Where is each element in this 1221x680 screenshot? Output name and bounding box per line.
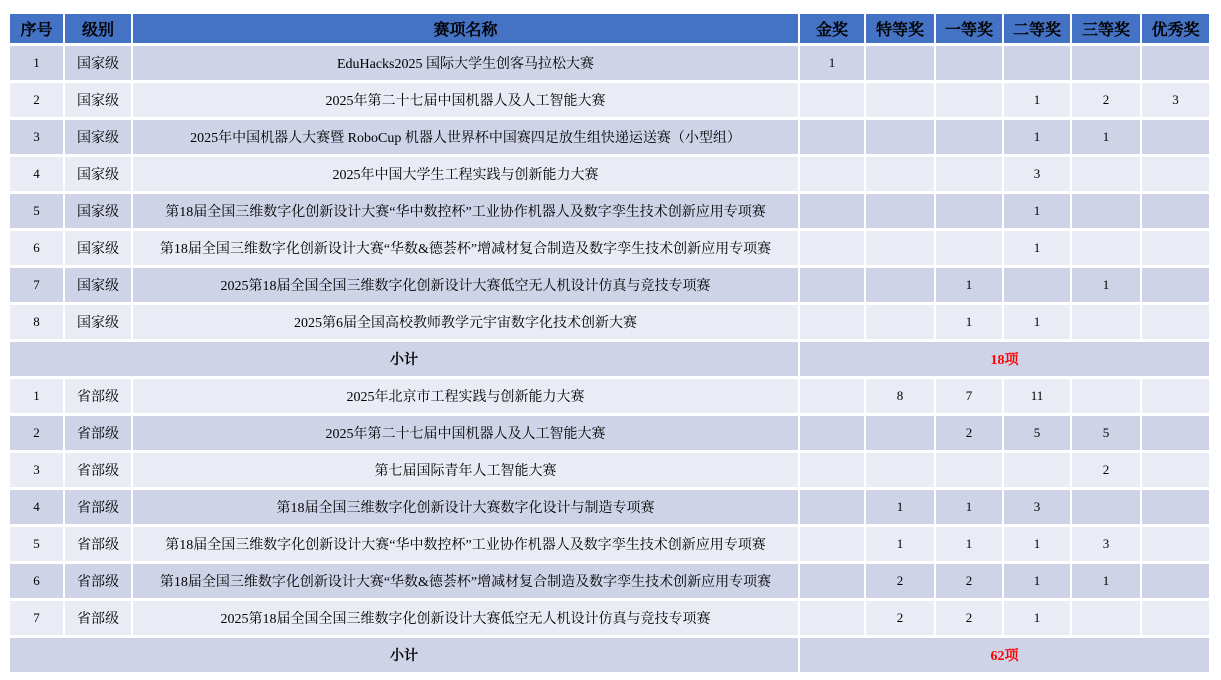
column-header-gold: 金奖 bbox=[800, 14, 864, 43]
cell-award-second: 1 bbox=[1004, 194, 1070, 228]
cell-award-excellence bbox=[1142, 453, 1209, 487]
cell-award-second bbox=[1004, 46, 1070, 80]
cell-award-excellence: 3 bbox=[1142, 83, 1209, 117]
cell-award-first: 1 bbox=[936, 305, 1002, 339]
cell-no: 5 bbox=[10, 527, 63, 561]
table-row bbox=[10, 490, 1209, 524]
table-row bbox=[10, 416, 1209, 450]
cell-award-second: 1 bbox=[1004, 83, 1070, 117]
cell-award-third bbox=[1072, 379, 1140, 413]
column-header-no: 序号 bbox=[10, 14, 63, 43]
cell-no: 6 bbox=[10, 231, 63, 265]
cell-award-grand bbox=[866, 453, 934, 487]
cell-award-first: 7 bbox=[936, 379, 1002, 413]
cell-award-excellence bbox=[1142, 268, 1209, 302]
table-row bbox=[10, 305, 1209, 339]
cell-no: 8 bbox=[10, 305, 63, 339]
table-row bbox=[10, 83, 1209, 117]
cell-no: 2 bbox=[10, 83, 63, 117]
cell-award-gold bbox=[800, 231, 864, 265]
table-row bbox=[10, 379, 1209, 413]
cell-award-second: 3 bbox=[1004, 490, 1070, 524]
cell-award-gold bbox=[800, 194, 864, 228]
cell-level: 国家级 bbox=[65, 83, 131, 117]
subtotal-label: 小计 bbox=[10, 342, 798, 376]
cell-award-third: 2 bbox=[1072, 83, 1140, 117]
cell-no: 7 bbox=[10, 268, 63, 302]
awards-table-container bbox=[8, 11, 1211, 675]
cell-award-gold bbox=[800, 453, 864, 487]
cell-award-third: 5 bbox=[1072, 416, 1140, 450]
table-row bbox=[10, 231, 1209, 265]
subtotal-row-national bbox=[10, 342, 1209, 376]
cell-level: 国家级 bbox=[65, 268, 131, 302]
cell-award-first: 2 bbox=[936, 601, 1002, 635]
cell-no: 5 bbox=[10, 194, 63, 228]
cell-award-excellence bbox=[1142, 490, 1209, 524]
cell-award-third bbox=[1072, 231, 1140, 265]
column-header-level: 级别 bbox=[65, 14, 131, 43]
awards-table bbox=[8, 11, 1211, 675]
cell-no: 3 bbox=[10, 120, 63, 154]
cell-level: 国家级 bbox=[65, 231, 131, 265]
cell-award-second: 3 bbox=[1004, 157, 1070, 191]
cell-award-gold bbox=[800, 527, 864, 561]
cell-award-first bbox=[936, 194, 1002, 228]
cell-award-first: 2 bbox=[936, 564, 1002, 598]
cell-award-gold bbox=[800, 157, 864, 191]
cell-award-third bbox=[1072, 46, 1140, 80]
cell-level: 国家级 bbox=[65, 305, 131, 339]
cell-level: 省部级 bbox=[65, 490, 131, 524]
cell-competition-name: 2025第18届全国全国三维数字化创新设计大赛低空无人机设计仿真与竞技专项赛 bbox=[133, 268, 798, 302]
cell-award-second: 1 bbox=[1004, 231, 1070, 265]
cell-award-excellence bbox=[1142, 305, 1209, 339]
table-row bbox=[10, 157, 1209, 191]
cell-award-gold bbox=[800, 379, 864, 413]
cell-level: 省部级 bbox=[65, 453, 131, 487]
cell-award-grand: 8 bbox=[866, 379, 934, 413]
cell-award-grand bbox=[866, 268, 934, 302]
table-row bbox=[10, 453, 1209, 487]
cell-competition-name: 2025年中国大学生工程实践与创新能力大赛 bbox=[133, 157, 798, 191]
cell-award-second: 1 bbox=[1004, 601, 1070, 635]
cell-competition-name: 2025年中国机器人大赛暨 RoboCup 机器人世界杯中国赛四足放生组快递运送赛（小型组） bbox=[133, 120, 798, 154]
cell-award-excellence bbox=[1142, 46, 1209, 80]
cell-award-third: 1 bbox=[1072, 564, 1140, 598]
cell-award-grand bbox=[866, 231, 934, 265]
subtotal-value: 62项 bbox=[800, 638, 1209, 672]
cell-award-grand bbox=[866, 305, 934, 339]
cell-level: 国家级 bbox=[65, 157, 131, 191]
column-header-excellence: 优秀奖 bbox=[1142, 14, 1209, 43]
cell-award-third bbox=[1072, 194, 1140, 228]
cell-award-third bbox=[1072, 601, 1140, 635]
cell-competition-name: 第七届国际青年人工智能大赛 bbox=[133, 453, 798, 487]
cell-award-excellence bbox=[1142, 194, 1209, 228]
cell-competition-name: 2025年第二十七届中国机器人及人工智能大赛 bbox=[133, 416, 798, 450]
cell-award-gold: 1 bbox=[800, 46, 864, 80]
cell-award-second: 1 bbox=[1004, 527, 1070, 561]
column-header-second: 二等奖 bbox=[1004, 14, 1070, 43]
cell-award-grand bbox=[866, 157, 934, 191]
cell-no: 4 bbox=[10, 490, 63, 524]
cell-award-second: 5 bbox=[1004, 416, 1070, 450]
cell-award-first bbox=[936, 453, 1002, 487]
cell-competition-name: 2025第18届全国全国三维数字化创新设计大赛低空无人机设计仿真与竞技专项赛 bbox=[133, 601, 798, 635]
cell-award-second bbox=[1004, 268, 1070, 302]
cell-competition-name: EduHacks2025 国际大学生创客马拉松大赛 bbox=[133, 46, 798, 80]
header-row bbox=[10, 14, 1209, 43]
table-row bbox=[10, 527, 1209, 561]
cell-no: 3 bbox=[10, 453, 63, 487]
cell-competition-name: 第18届全国三维数字化创新设计大赛数字化设计与制造专项赛 bbox=[133, 490, 798, 524]
cell-award-grand: 2 bbox=[866, 601, 934, 635]
cell-award-excellence bbox=[1142, 416, 1209, 450]
table-row bbox=[10, 46, 1209, 80]
cell-award-third: 2 bbox=[1072, 453, 1140, 487]
column-header-third: 三等奖 bbox=[1072, 14, 1140, 43]
cell-award-gold bbox=[800, 83, 864, 117]
cell-competition-name: 第18届全国三维数字化创新设计大赛“华中数控杯”工业协作机器人及数字孪生技术创新应用专项赛 bbox=[133, 527, 798, 561]
table-row bbox=[10, 120, 1209, 154]
cell-award-first bbox=[936, 120, 1002, 154]
cell-competition-name: 2025第6届全国高校教师教学元宇宙数字化技术创新大赛 bbox=[133, 305, 798, 339]
cell-award-third: 1 bbox=[1072, 120, 1140, 154]
cell-award-third bbox=[1072, 490, 1140, 524]
cell-award-second: 1 bbox=[1004, 120, 1070, 154]
table-row bbox=[10, 564, 1209, 598]
cell-no: 6 bbox=[10, 564, 63, 598]
cell-award-first: 1 bbox=[936, 268, 1002, 302]
cell-award-first bbox=[936, 83, 1002, 117]
cell-award-gold bbox=[800, 490, 864, 524]
cell-award-excellence bbox=[1142, 157, 1209, 191]
cell-award-first: 2 bbox=[936, 416, 1002, 450]
cell-level: 国家级 bbox=[65, 120, 131, 154]
cell-competition-name: 第18届全国三维数字化创新设计大赛“华中数控杯”工业协作机器人及数字孪生技术创新应用专项赛 bbox=[133, 194, 798, 228]
cell-award-third bbox=[1072, 305, 1140, 339]
cell-award-grand bbox=[866, 194, 934, 228]
cell-award-excellence bbox=[1142, 564, 1209, 598]
column-header-grand: 特等奖 bbox=[866, 14, 934, 43]
cell-no: 2 bbox=[10, 416, 63, 450]
cell-award-grand: 1 bbox=[866, 527, 934, 561]
cell-competition-name: 2025年第二十七届中国机器人及人工智能大赛 bbox=[133, 83, 798, 117]
cell-award-grand: 2 bbox=[866, 564, 934, 598]
column-header-first: 一等奖 bbox=[936, 14, 1002, 43]
cell-award-excellence bbox=[1142, 120, 1209, 154]
cell-award-grand bbox=[866, 120, 934, 154]
cell-award-gold bbox=[800, 564, 864, 598]
cell-award-first: 1 bbox=[936, 527, 1002, 561]
cell-award-third: 3 bbox=[1072, 527, 1140, 561]
cell-level: 国家级 bbox=[65, 194, 131, 228]
subtotal-label: 小计 bbox=[10, 638, 798, 672]
cell-award-gold bbox=[800, 305, 864, 339]
table-body bbox=[10, 46, 1209, 672]
cell-no: 4 bbox=[10, 157, 63, 191]
table-row bbox=[10, 194, 1209, 228]
cell-award-second: 1 bbox=[1004, 305, 1070, 339]
cell-competition-name: 第18届全国三维数字化创新设计大赛“华数&德荟杯”增减材复合制造及数字孪生技术创新应用专项赛 bbox=[133, 231, 798, 265]
cell-award-first: 1 bbox=[936, 490, 1002, 524]
cell-award-first bbox=[936, 46, 1002, 80]
cell-award-grand bbox=[866, 83, 934, 117]
cell-award-grand bbox=[866, 416, 934, 450]
cell-award-third bbox=[1072, 157, 1140, 191]
cell-award-first bbox=[936, 157, 1002, 191]
cell-level: 省部级 bbox=[65, 601, 131, 635]
cell-award-excellence bbox=[1142, 527, 1209, 561]
table-row bbox=[10, 601, 1209, 635]
cell-competition-name: 2025年北京市工程实践与创新能力大赛 bbox=[133, 379, 798, 413]
cell-award-second: 11 bbox=[1004, 379, 1070, 413]
cell-level: 国家级 bbox=[65, 46, 131, 80]
cell-award-gold bbox=[800, 268, 864, 302]
cell-award-grand bbox=[866, 46, 934, 80]
cell-award-gold bbox=[800, 601, 864, 635]
cell-level: 省部级 bbox=[65, 564, 131, 598]
table-row bbox=[10, 268, 1209, 302]
column-header-name: 赛项名称 bbox=[133, 14, 798, 43]
cell-level: 省部级 bbox=[65, 416, 131, 450]
cell-level: 省部级 bbox=[65, 527, 131, 561]
cell-award-third: 1 bbox=[1072, 268, 1140, 302]
cell-award-gold bbox=[800, 120, 864, 154]
cell-award-first bbox=[936, 231, 1002, 265]
cell-award-second bbox=[1004, 453, 1070, 487]
subtotal-row-provincial bbox=[10, 638, 1209, 672]
cell-award-excellence bbox=[1142, 601, 1209, 635]
cell-level: 省部级 bbox=[65, 379, 131, 413]
cell-no: 1 bbox=[10, 379, 63, 413]
cell-competition-name: 第18届全国三维数字化创新设计大赛“华数&德荟杯”增减材复合制造及数字孪生技术创新应用专项赛 bbox=[133, 564, 798, 598]
cell-no: 1 bbox=[10, 46, 63, 80]
table-header bbox=[10, 14, 1209, 43]
cell-award-excellence bbox=[1142, 231, 1209, 265]
cell-award-grand: 1 bbox=[866, 490, 934, 524]
cell-no: 7 bbox=[10, 601, 63, 635]
subtotal-value: 18项 bbox=[800, 342, 1209, 376]
cell-award-gold bbox=[800, 416, 864, 450]
cell-award-excellence bbox=[1142, 379, 1209, 413]
cell-award-second: 1 bbox=[1004, 564, 1070, 598]
